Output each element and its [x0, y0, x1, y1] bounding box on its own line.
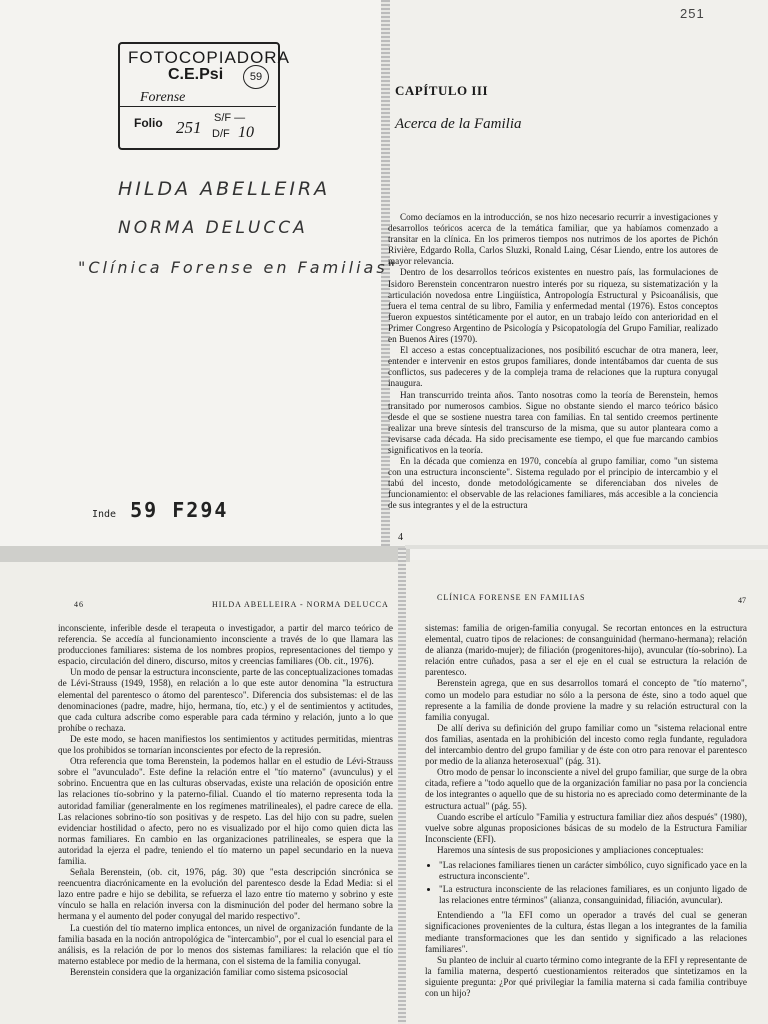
stamp-folio-value: 251 — [176, 118, 202, 137]
stamp-sf-label: S/F — — [214, 112, 246, 124]
stamp-title: FOTOCOPIADORA — [128, 48, 290, 67]
page-edge-shadow-right — [405, 545, 768, 549]
paragraph: Un modo de pensar la estructura inconsciente, parte de las conceptualizaciones tomadas de Lévi-Strauss (1949, 1958), en relación a lo que este autor denomina "la estructura elemental del parentesco o átomo del parentesco". Diferencia dos subsistemas: el de las denominaciones (padre, madre, hijo, hermana, tío, etc.) y el de sentimientos y actitudes, que cada cultura adscribe como esperable para cada término y relación, junto a lo que prohíbe o rechaza. — [58, 667, 393, 733]
paragraph: La cuestión del tío materno implica entonces, un nivel de organización fundante de la familia basada en la noción antropológica de "intercambio", por el cual lo esencial para el análisis, es la relación de por lo menos dos sistemas familiares: la relación que el tío materno establece por medio de la hermana, con el sistema de la familia conyugal. — [58, 922, 393, 966]
stamp-org: C.E.Psi — [168, 66, 224, 83]
chapter-label: CAPÍTULO III — [395, 83, 489, 98]
page45-body — [388, 212, 718, 538]
paragraph: Han transcurrido treinta años. Tanto nosotras como la teoría de Berenstein, hemos transitado por numerosos cambios. Sigue no obstante siendo el marco teórico básico desde el que se sostiene nuestra tarea con familias. En tal sentido creemos pertinente realizar una breve síntesis del transcurso de la misma, que su autor planteara como a revisarse cada década. Ha sido precisamente ese tiempo, el que fue marcando cambios significativos en la teoría. — [388, 389, 718, 455]
paragraph: Entendiendo a "la EFI como un operador a través del cual se generan significaciones provenientes de la cultura, éstas llegan a los integrantes de la familia mediante transformaciones que les dan sentido y significado a las relaciones familiares". — [425, 910, 747, 954]
paragraph: Como decíamos en la introducción, se nos hizo necesario recurrir a investigaciones y desarrollos teóricos acerca de la temática familiar, que ya habíamos comenzado a transitar en la clínica. En los primeros tiempos nos nutrimos de los aportes de Pichón Rivière, Edgardo Rolla, Carlos Sluzki, Ronald Laing, César Liendo, entre los autores de mayor relevancia. — [388, 212, 718, 267]
paragraph: En la década que comienza en 1970, concebía al grupo familiar, como "un sistema con una estructura inconsciente". Sistema regulado por el principio de intercambio y el tabú del incesto, donde metodológicamente se diferenciaban dos niveles de funcionamiento: el observable de las relaciones familiares, más accesible a la conciencia de sus integrantes y el de la estructura — [388, 456, 718, 511]
page47-number: 47 — [738, 596, 746, 605]
list-item: • "Las relaciones familiares tienen un carácter simbólico, cuyo significado yace en la estructura inconsciente". — [439, 860, 747, 882]
stamp-subject: Forense — [140, 90, 186, 105]
catalog-code-prefix: Inde — [92, 509, 117, 520]
page46-running-header: HILDA ABELLEIRA - NORMA DELUCCA — [212, 600, 389, 609]
paragraph: Cuando escribe el artículo "Familia y estructura familiar diez años después" (1980), vuelve sobre algunas proposiciones básicas de su modelo de la Estructura Familiar Inconsciente (EFI). — [425, 811, 747, 844]
list-item: • "La estructura inconsciente de las relaciones familiares, es un conjunto ligado de las relaciones entre términos" (alianza, consanguinidad, filiación, avuncular). — [439, 884, 747, 906]
book-spine-bottom — [398, 548, 406, 1024]
paragraph: Señala Berenstein, (ob. cit, 1976, pág. 30) que "esta descripción sincrónica se reencuentra diacrónicamente en la evolución del parentesco desde la Edad Media: si el lazo entre padre e hijo se debilita, se refuerza el lazo entre tío materno y sobrino y este vínculo se halla en relación inversa con la disminución del poder del hermano sobre la hermana y el aumento del poder conyugal del marido respectivo". — [58, 867, 393, 922]
chapter-title: Acerca de la Familia — [395, 116, 522, 132]
page-edge-shadow — [0, 546, 410, 562]
stamp-divider — [120, 106, 276, 107]
page46-number: 46 — [74, 600, 84, 609]
paragraph: inconsciente, inferible desde el terapeuta o investigador, a partir del marco teórico de referencia. Se accedía al funcionamiento inconsciente a través de lo que llamara las producciones familiares: sistema de los nombres propios, representaciones del tiempo y espacio, circulación del dinero, discurso, mitos y creencias familiares (Ob. cit., 1976). — [58, 623, 393, 667]
paragraph: Otro modo de pensar lo inconsciente a nivel del grupo familiar, que surge de la obra citada, refiere a "todo aquello que de la organización familiar no pasa por la conciencia de los integrantes o aquello que de su historia no es apreciado como determinante de la estructura actual" (pág. 55). — [425, 767, 747, 811]
paragraph: Berenstein considera que la organización familiar como sistema psicosocial — [70, 966, 348, 977]
stamp-circled-number: 59 — [243, 65, 269, 89]
page47-body — [425, 623, 747, 1024]
catalog-code — [92, 498, 228, 522]
paragraph: Dentro de los desarrollos teóricos existentes en nuestro país, las formulaciones de Isidoro Berenstein concentraron nuestro interés por su riqueza, su sistematización y la articulación novedosa entre Lingüística, Antropología Estructural y Psicoanálisis, que fuera el tema central de su libro, Familia y enfermedad mental (1976). Estos conceptos fueron expuestos sintéticamente por el autor, en un trabajo leído con anterioridad en el Primer Congreso Argentino de Psicología y Psicopatología del Grupo Familiar, realizado en Buenos Aires (1970). — [388, 267, 718, 345]
paragraph: Haremos una síntesis de sus proposiciones y ampliaciones conceptuales: — [437, 844, 704, 855]
proposition-list — [425, 860, 747, 906]
paragraph: sistemas: familia de origen-familia conyugal. Se recortan entonces en la estructura elemental, cuatro tipos de relaciones: de consanguinidad (hermano-hermana); relación de alianza (marido-mujer); de filiación (progenitores-hijo), avuncular (tío-sobrino). La relación entre cuñados, pasa a ser el eje en el cual se estructura la relación de parentesco. — [425, 623, 747, 678]
page46-body — [58, 623, 393, 1024]
paragraph: Otra referencia que toma Berenstein, la podemos hallar en el estudio de Lévi-Strauss sobre el "avunculado". Este define la relación entre el "tío materno" (avunculus) y el sobrino. Encuentra que en las culturas observadas, existe una relación de oposición entre las relaciones tío-sobrino y la paterno-filial. Cuando el tío materno representa toda la autoridad familiar (generalmente en los regímenes matrilineales), el padre carece de ella. Las relaciones sobrino-tío son positivas y de respeto. Las del hijo con su padre, suelen evidenciar hostilidad o afecto, pero no es visualizado por el hijo como quien dicta las normas familiares. En cambio en las organizaciones patrilineales, se espera que la autoridad la ejerza el padre, teniendo el tío materno un papel secundario en la nueva familia. — [58, 756, 393, 866]
paragraph: Su planteo de incluir al cuarto término como integrante de la EFI y representante de la familia materna, despertó cuestionamientos reiterados que sintetizamos en la siguiente pregunta: ¿Por qué privilegiar la familia materna si cada familia contribuye con un hijo? — [425, 954, 747, 998]
handwritten-author-2: NORMA DELUCCA — [118, 218, 308, 238]
page47-running-header: CLÍNICA FORENSE EN FAMILIAS — [437, 593, 586, 602]
corner-page-number: 251 — [680, 6, 705, 21]
stamp-df-value: 10 — [238, 124, 254, 141]
handwritten-book-title: "Clínica Forense en Familias" — [78, 258, 399, 277]
paragraph: El acceso a estas conceptualizaciones, nos posibilitó escuchar de otra manera, leer, entender e intervenir en estos grupos familiares, donde intentábamos dar cuenta de sus conflictos, sus padeceres y de la compleja trama de relaciones que la ruptura conyugal inaugura. — [388, 345, 718, 389]
paragraph: Berenstein agrega, que en sus desarrollos tomará el concepto de "tío materno", como un modelo para estudiar no sólo a la persona de éste, sino a todo aquel que represente a la familia de donde proviene la madre y su relación estructural con la familia conyugal. — [425, 678, 747, 722]
stamp-folio-label: Folio — [134, 116, 163, 130]
stamp-df-label: D/F — [212, 128, 230, 140]
paragraph: De este modo, se hacen manifiestos los sentimientos y actitudes permitidas, mientras que los prohibidos se tornarían inconscientes por efecto de la represión. — [58, 733, 393, 756]
paragraph: De allí deriva su definición del grupo familiar como un "sistema relacional entre dos familias, asentada en la prohibición del incesto como regla fundante, reguladora del intercambio dentro del grupo familiar y de éste con otro para renovar el parentesco por medio de la alianza heterosexual" (pág. 31). — [425, 722, 747, 767]
footer-mark: 4 — [398, 532, 403, 543]
handwritten-author-1: HILDA ABELLEIRA — [118, 178, 331, 200]
catalog-code-value: 59 F294 — [130, 498, 229, 522]
